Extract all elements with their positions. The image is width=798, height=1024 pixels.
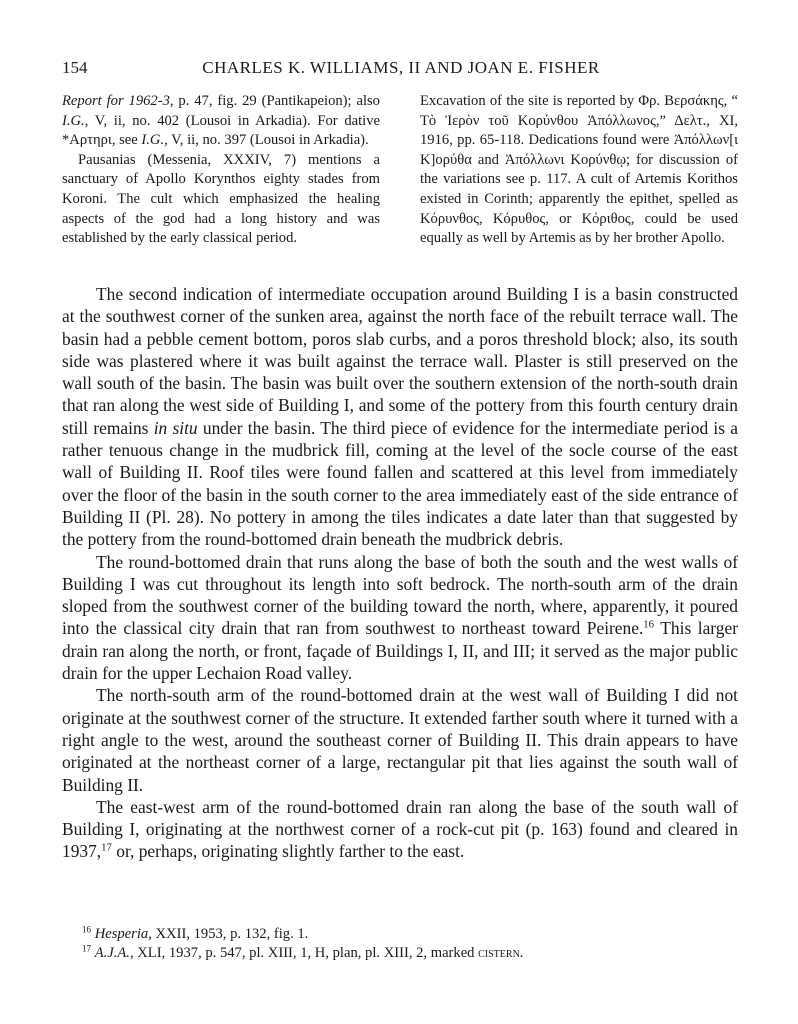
body-text-span: The east-west arm of the round-bottomed drain ran along the base of the south wall of Building I, originating at the northwest corner of a rock-cut pit (p. 163) found and cleared in 1937,	[62, 796, 738, 862]
footnote-ref-16[interactable]: 16	[643, 618, 655, 631]
body-paragraph-4	[62, 796, 738, 863]
body-text-span: under the basin. The third piece of evidence for the intermediate period is a rather tenuous change in the mudbrick fill, coming at the level of the socle course of the east wall of Building II. Roof tiles were found fallen and scattered at this level from immediately over the floor of the basin in the south corner to the area immediately east of the side entrance of Building II (Pl. 28). No pottery in among the tiles indicates a date later than that suggested by the pottery from the round-bottomed drain beneath the mudbrick debris.	[62, 417, 738, 550]
body-paragraph-3: The north-south arm of the round-bottomed drain at the west wall of Building I did not originate at the southwest corner of the structure. It extended farther south where it turned with a right angle to the west, around the southeast corner of Building II. This drain appears to have originated at the northeast corner of a large, rectangular pit that lies against the south wall of Building II.	[62, 685, 738, 795]
footnote-number: 17	[82, 943, 92, 954]
italic-phrase: in situ	[153, 417, 198, 438]
italic-ref: I.G.	[141, 132, 165, 149]
left-note-paragraph-2: Pausanias (Messenia, XXXIV, 7) mentions a sanctuary of Apollo Korynthos eighty stades from Koroni. The cult which emphasized the healing aspects of the god had a long history and was established by the early classical period.	[62, 151, 380, 247]
footnote-17	[62, 944, 738, 963]
body-paragraph-2	[62, 551, 738, 685]
body-text-span: The round-bottomed drain that runs along the base of both the south and the west walls of Building I was cut throughout its length into soft bedrock. The north-south arm of the drain sloped from the southwest corner of the building toward the north, where, apparently, it poured into the classical city drain that ran from southwest to northeast toward Peirene.	[62, 551, 738, 639]
footnote-text: .	[519, 945, 524, 961]
note-text: , V, ii, no. 402 (Lousoi in Arkadia). For dative *Αρτηρι, see	[62, 112, 380, 149]
left-note-paragraph-1	[62, 92, 380, 151]
footnote-ref-17[interactable]: 17	[101, 841, 112, 854]
right-note-paragraph: Excavation of the site is reported by Φρ. Βερσάκης, “ Τὸ Ἱερὸν τοῦ Κορύνθου Ἀπόλλωνος,” Δελτ., XI, 1916, pp. 65-118. Dedications found were Ἀπόλλων[ι Κ]ορύθα and Ἀπόλλωνι Κορύνθῳ; for discussion of the variations see p. 117. A cult of Artemis Korithos existed in Corinth; apparently the epithet, spelled as Κόρυνθος, Κόρυθος, or Κόριθος, could be used equally as well by Artemis as by her brother Apollo.	[420, 93, 738, 247]
body-text-span: This larger drain ran along the north, or front, façade of Buildings I, II, and III; it served as the major public drain for the upper Lechaion Road valley.	[62, 618, 738, 684]
footnote-number: 16	[82, 924, 92, 935]
italic-ref: A.J.A.	[94, 945, 130, 961]
footnote-16	[62, 925, 738, 944]
footnote-text: , XLI, 1937, p. 547, pl. XIII, 1, H, plan, pl. XIII, 2, marked	[129, 945, 479, 961]
right-note-column	[420, 92, 738, 249]
italic-ref: Hesperia	[94, 926, 149, 942]
footnotes	[62, 925, 738, 963]
footnote-text: , XXII, 1953, p. 132, fig. 1.	[148, 926, 309, 942]
note-text: , V, ii, no. 397 (Lousoi in Arkadia).	[164, 132, 369, 149]
continued-footnotes	[62, 92, 738, 249]
note-text: , p. 47, fig. 29 (Pantikapeion); also	[169, 93, 380, 109]
small-caps-word: cistern	[478, 945, 520, 961]
body-text-span: The second indication of intermediate occupation around Building I is a basin constructed at the southwest corner of the sunken area, against the north face of the rebuilt terrace wall. The basin had a pebble cement bottom, poros slab curbs, and a poros threshold block; also, its south side was plastered where it was built against the terrace wall. Plaster is still preserved on the wall south of the basin. The basin was built over the southern extension of the north-south drain that ran along the west side of Building I, and some of the pottery from this fourth century drain still remains	[62, 284, 738, 438]
italic-ref: I.G.	[62, 112, 85, 129]
running-head: CHARLES K. WILLIAMS, II AND JOAN E. FISHER	[202, 58, 600, 77]
italic-ref: Report for 1962-3	[62, 93, 170, 109]
main-text	[62, 283, 738, 863]
body-text-span: or, perhaps, originating slightly farther to the east.	[111, 841, 465, 862]
left-note-column	[62, 92, 380, 249]
page-number: 154	[62, 58, 88, 77]
body-paragraph-1	[62, 283, 738, 551]
page-header	[62, 58, 740, 82]
